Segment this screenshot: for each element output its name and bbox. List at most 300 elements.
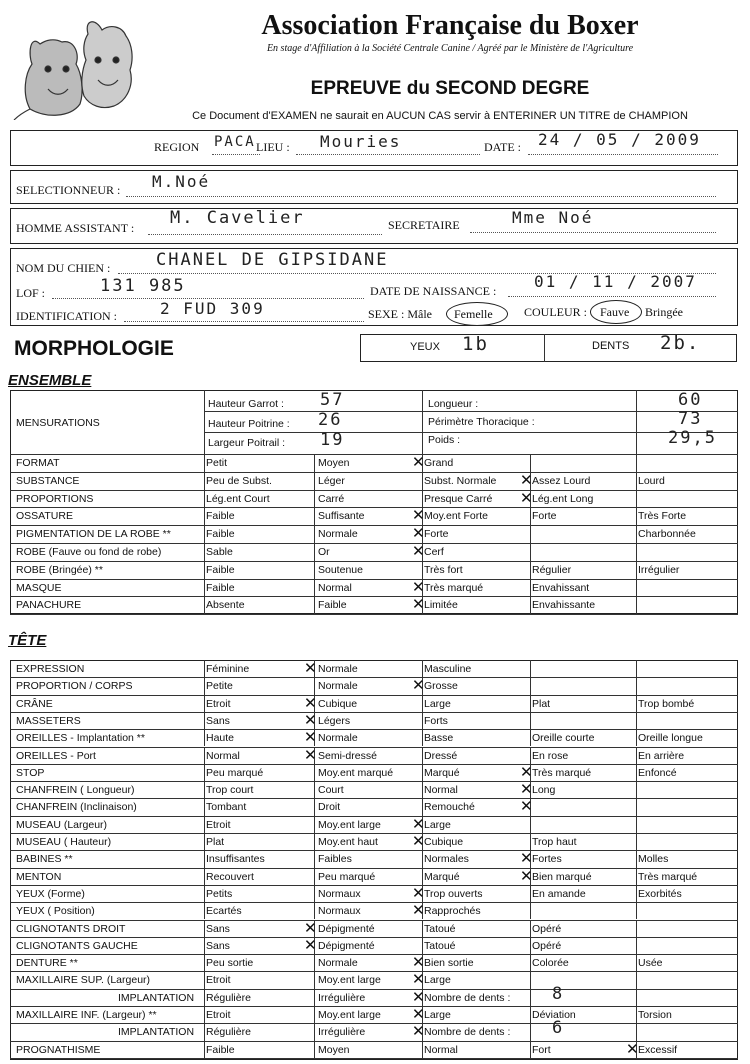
region-value[interactable]: PACA [214, 134, 256, 150]
tete-choice[interactable]: Déviation [532, 1009, 576, 1021]
tete-row-label: MENTON [16, 870, 62, 883]
exam-notice: Ce Document d'EXAMEN ne saurait en AUCUN CAS servir à ENTERINER UN TITRE de CHAMPION [192, 110, 688, 122]
ensemble-checkmark-icon: ✕ [520, 488, 533, 507]
hauteur-garrot-value[interactable]: 57 [320, 390, 345, 410]
tete-choice[interactable]: Enfoncé [638, 766, 677, 779]
ensemble-choice[interactable]: Cerf [424, 546, 444, 558]
date-value[interactable]: 24 / 05 / 2009 [538, 130, 701, 149]
tete-col-divider [422, 695, 423, 712]
tete-choice[interactable]: Plat [532, 697, 551, 710]
tete-checkmark-icon: ✕ [412, 1005, 425, 1023]
tete-choice[interactable]: Nombre de dents : [424, 991, 511, 1004]
ensemble-col-divider [204, 507, 205, 525]
ensemble-choice[interactable]: Suffisante [318, 510, 365, 523]
naissance-value[interactable]: 01 / 11 / 2007 [534, 272, 697, 291]
ensemble-col-divider [530, 543, 531, 561]
tete-checkmark-icon: ✕ [304, 935, 317, 954]
dents-sup-value[interactable]: 8 [552, 984, 565, 1004]
tete-row-label: CLIGNOTANTS DROIT [16, 922, 126, 935]
lof-label: LOF : [16, 286, 46, 300]
tete-choice[interactable]: Tombant [206, 801, 247, 814]
tete-choice[interactable]: Faibles [318, 853, 352, 866]
tete-choice[interactable]: Tatoué [424, 922, 456, 935]
tete-choice[interactable]: Nombre de dents : [424, 1026, 511, 1039]
tete-checkmark-icon: ✕ [412, 953, 425, 972]
tete-col-divider [636, 833, 637, 850]
tete-choice[interactable]: Opéré [532, 922, 562, 935]
tete-row-divider [10, 833, 738, 834]
tete-choice[interactable]: Haute [206, 732, 235, 745]
tete-row-label: IMPLANTATION [118, 1026, 195, 1039]
ensemble-col-divider [636, 507, 637, 525]
tete-choice[interactable]: Masculine [424, 663, 472, 675]
tete-checkmark-icon: ✕ [412, 832, 425, 850]
ensemble-col-divider [204, 543, 205, 561]
tete-choice[interactable]: En amande [532, 887, 586, 900]
tete-choice[interactable]: Normale [318, 732, 358, 745]
tete-col-divider [314, 833, 315, 850]
secretaire-value[interactable]: Mme Noé [512, 208, 594, 227]
ensemble-checkmark-icon: ✕ [520, 470, 533, 489]
tete-choice[interactable]: Grosse [424, 680, 458, 693]
ensemble-choice[interactable]: Très Forte [638, 510, 687, 523]
tete-choice[interactable]: Exorbités [638, 887, 682, 900]
homme-value[interactable]: M. Cavelier [170, 208, 305, 228]
tete-col-divider [530, 677, 531, 694]
tete-col-divider [314, 1006, 315, 1023]
tete-col-divider [636, 971, 637, 988]
tete-choice[interactable]: Sans [206, 922, 230, 935]
tete-col-divider [204, 989, 205, 1006]
tete-choice[interactable]: Large [424, 697, 451, 710]
ident-value[interactable]: 2 FUD 309 [160, 299, 265, 318]
tete-col-divider [636, 695, 637, 712]
tete-col-divider [636, 747, 637, 764]
tete-col-divider [422, 712, 423, 729]
longueur-label: Longueur : [428, 398, 479, 410]
lieu-label: LIEU : [256, 140, 290, 154]
ensemble-col-divider [530, 507, 531, 525]
tete-choice[interactable]: Faible [206, 1043, 235, 1056]
tete-row-label: OREILLES - Port [16, 749, 96, 762]
ensemble-choice[interactable]: Subst. Normale [424, 474, 497, 487]
ensemble-choice[interactable]: Normal [318, 581, 352, 594]
tete-col-divider [314, 868, 315, 885]
tete-choice[interactable]: Normal [424, 1043, 458, 1056]
ensemble-choice[interactable]: Grand [424, 457, 454, 469]
ensemble-checkmark-icon: ✕ [412, 577, 425, 596]
tete-choice[interactable]: Torsion [638, 1009, 672, 1021]
sexe-label: SEXE : Mâle [368, 307, 432, 321]
tete-row-label: PROPORTION / CORPS [16, 680, 133, 693]
tete-choice[interactable]: En rose [532, 749, 569, 762]
tete-choice[interactable]: Sans [206, 714, 230, 727]
tete-choice[interactable]: Plat [206, 836, 225, 848]
ensemble-choice[interactable]: Lourd [638, 474, 665, 487]
tete-col-divider [636, 954, 637, 971]
tete-col-divider [314, 764, 315, 781]
tete-col-divider [636, 868, 637, 885]
ensemble-row-label: MASQUE [16, 581, 62, 594]
tete-col-divider [314, 971, 315, 988]
tete-col-divider [204, 954, 205, 971]
tete-choice[interactable]: Peu sortie [206, 957, 254, 970]
tete-col-divider [314, 816, 315, 833]
ensemble-row-label: PROPORTIONS [16, 492, 94, 505]
mensurations-label: MENSURATIONS [16, 417, 100, 429]
ensemble-row-label: SUBSTANCE [16, 474, 80, 487]
tete-choice[interactable]: Fortes [532, 853, 562, 866]
tete-choice[interactable]: En arrière [638, 749, 685, 762]
ident-label: IDENTIFICATION : [16, 309, 117, 323]
ensemble-choice[interactable]: Sable [206, 546, 233, 558]
ensemble-row-divider [10, 490, 738, 491]
lof-value[interactable]: 131 985 [100, 276, 186, 296]
tete-row-divider [10, 695, 738, 696]
ensemble-choice[interactable]: Faible [206, 528, 235, 541]
ensemble-col-divider [530, 561, 531, 579]
tete-choice[interactable]: Marqué [424, 766, 460, 779]
tete-choice[interactable]: Bien sortie [424, 957, 474, 970]
ensemble-choice[interactable]: Très marqué [424, 581, 484, 594]
couleur-bringee: Bringée [645, 305, 683, 319]
tete-checkmark-icon: ✕ [412, 814, 425, 833]
tete-choice[interactable]: Bien marqué [532, 870, 592, 883]
tete-col-divider [314, 1023, 315, 1040]
tete-col-divider [314, 1041, 315, 1058]
tete-col-divider [204, 833, 205, 850]
yeux-value[interactable]: 1b [462, 333, 489, 355]
tete-choice[interactable]: Forts [424, 714, 448, 727]
tete-choice[interactable]: Recouvert [206, 870, 254, 883]
ensemble-col-divider [636, 579, 637, 597]
tete-checkmark-icon: ✕ [520, 780, 533, 799]
ensemble-checkmark-icon: ✕ [412, 506, 425, 525]
tete-col-divider [530, 816, 531, 833]
tete-col-divider [314, 781, 315, 798]
tete-col-divider [422, 747, 423, 764]
sexe-femelle[interactable]: Femelle [454, 307, 493, 321]
ensemble-row-divider [10, 525, 738, 526]
selectionneur-value[interactable]: M.Noé [152, 172, 211, 191]
tete-choice[interactable]: Dressé [424, 749, 458, 762]
tete-choice[interactable]: Normal [424, 784, 458, 797]
tete-choice[interactable]: Droit [318, 801, 341, 814]
ensemble-col-divider [422, 490, 423, 508]
tete-choice[interactable]: Semi-dressé [318, 749, 377, 762]
tete-checkmark-icon: ✕ [304, 745, 317, 764]
tete-choice[interactable]: Féminine [206, 663, 250, 675]
tete-col-divider [204, 850, 205, 867]
tete-choice[interactable]: Normale [318, 663, 358, 675]
tete-checkmark-icon: ✕ [412, 901, 425, 920]
tete-row-label: EXPRESSION [16, 663, 85, 675]
association-subtitle: En stage d'Affiliation à la Société Centrale Canine / Agréé par le Ministère de l'Agriculture [266, 43, 634, 54]
tete-choice[interactable]: Dépigmenté [318, 922, 375, 935]
tete-row-divider [10, 868, 738, 869]
tete-col-divider [530, 833, 531, 850]
ensemble-choice[interactable]: Limitée [424, 599, 458, 612]
ensemble-choice[interactable]: Très fort [424, 563, 463, 576]
ensemble-choice[interactable]: Régulier [532, 563, 572, 576]
tete-col-divider [204, 1023, 205, 1040]
tete-choice[interactable]: Rapprochés [424, 905, 481, 918]
tete-choice[interactable]: Normales [424, 853, 469, 866]
ensemble-col-divider [636, 490, 637, 508]
dents-value[interactable]: 2b. [660, 332, 701, 354]
dents-inf-value[interactable]: 6 [552, 1018, 565, 1038]
tete-col-divider [204, 798, 205, 815]
tete-col-divider [530, 660, 531, 677]
tete-choice[interactable]: Cubique [424, 836, 464, 848]
tete-row-label: CHANFREIN ( Longueur) [16, 784, 135, 797]
poids-value[interactable]: 29,5 [668, 428, 717, 448]
tete-choice[interactable]: Etroit [206, 697, 231, 710]
tete-choice[interactable]: Long [532, 784, 556, 797]
tete-choice[interactable]: Très marqué [638, 870, 698, 883]
ensemble-choice[interactable]: Lég.ent Court [206, 492, 270, 505]
ensemble-choice[interactable]: Lég.ent Long [532, 492, 594, 505]
ensemble-choice[interactable]: Normale [318, 528, 358, 541]
tete-row-label: STOP [16, 766, 45, 779]
ensemble-choice[interactable]: Irrégulier [638, 563, 680, 576]
tete-col-divider [204, 712, 205, 729]
tete-col-divider [636, 902, 637, 919]
ensemble-choice[interactable]: Faible [318, 599, 347, 612]
ensemble-choice[interactable]: Charbonnée [638, 528, 696, 541]
ensemble-choice[interactable]: Carré [318, 492, 345, 505]
tete-choice[interactable]: Petits [206, 887, 233, 900]
tete-choice[interactable]: Trop bombé [638, 697, 695, 710]
ensemble-row-label: ROBE (Bringée) ** [16, 563, 103, 576]
secretaire-label: SECRETAIRE [388, 218, 460, 232]
tete-row-divider [10, 989, 738, 990]
tete-row-label: YEUX (Forme) [16, 887, 85, 900]
tete-choice[interactable]: Opéré [532, 939, 562, 952]
tete-col-divider [636, 920, 637, 937]
ensemble-col-divider [314, 579, 315, 597]
ensemble-choice[interactable]: Faible [206, 510, 235, 523]
tete-col-divider [636, 677, 637, 694]
tete-col-divider [422, 1041, 423, 1058]
tete-row-label: MAXILLAIRE SUP. (Largeur) [16, 974, 151, 987]
tete-checkmark-icon: ✕ [304, 710, 317, 729]
tete-choice[interactable]: Peu marqué [206, 766, 264, 779]
ensemble-choice[interactable]: Moyen [318, 457, 350, 469]
date-label: DATE : [484, 140, 521, 154]
tete-choice[interactable]: Moyen [318, 1043, 350, 1056]
ensemble-col-divider [314, 507, 315, 525]
tete-choice[interactable]: Moy.ent large [318, 1009, 381, 1021]
nom-value[interactable]: CHANEL DE GIPSIDANE [156, 250, 389, 270]
tete-choice[interactable]: Moy.ent large [318, 818, 381, 831]
tete-choice[interactable]: Trop ouverts [424, 887, 483, 900]
ensemble-choice[interactable]: Petit [206, 457, 228, 469]
tete-checkmark-icon: ✕ [412, 987, 425, 1006]
tete-choice[interactable]: Tatoué [424, 939, 456, 952]
tete-col-divider [636, 937, 637, 954]
ensemble-choice[interactable]: Forte [424, 528, 449, 541]
tete-col-divider [314, 989, 315, 1006]
largeur-poitrail-label: Largeur Poitrail : [208, 437, 286, 449]
ensemble-choice[interactable]: Moy.ent Forte [424, 510, 488, 523]
tete-choice[interactable]: Etroit [206, 818, 231, 831]
tete-choice[interactable]: Trop court [206, 784, 254, 797]
tete-col-divider [204, 729, 205, 746]
tete-col-divider [422, 781, 423, 798]
tete-choice[interactable]: Excessif [638, 1043, 678, 1056]
hauteur-poitrine-value[interactable]: 26 [318, 410, 343, 430]
tete-row-divider [10, 816, 738, 817]
tete-col-divider [636, 885, 637, 902]
tete-choice[interactable]: Colorée [532, 957, 569, 970]
tete-choice[interactable]: Normal [206, 749, 240, 762]
largeur-poitrail-value[interactable]: 19 [320, 430, 345, 450]
tete-row-divider [10, 747, 738, 748]
tete-choice[interactable]: Remouché [424, 801, 475, 814]
tete-col-divider [636, 781, 637, 798]
ensemble-choice[interactable]: Forte [532, 510, 557, 523]
tete-choice[interactable]: Petite [206, 680, 233, 693]
longueur-value[interactable]: 60 [678, 390, 703, 410]
tete-choice[interactable]: Légers [318, 714, 351, 727]
ensemble-choice[interactable]: Soutenue [318, 563, 363, 576]
ensemble-col-divider [636, 561, 637, 579]
ensemble-choice[interactable]: Assez Lourd [532, 474, 591, 487]
association-title: Association Française du Boxer [261, 10, 639, 41]
tete-choice[interactable]: Oreille courte [532, 732, 595, 745]
tete-choice[interactable]: Court [318, 784, 344, 797]
tete-row-divider [10, 764, 738, 765]
ensemble-checkmark-icon: ✕ [412, 542, 425, 560]
tete-col-divider [636, 1023, 637, 1040]
tete-choice[interactable]: Sans [206, 939, 230, 952]
tete-row-label: MASSETERS [16, 714, 81, 727]
tete-choice[interactable]: Cubique [318, 697, 358, 710]
tete-col-divider [530, 954, 531, 971]
tete-checkmark-icon: ✕ [626, 1039, 639, 1058]
ensemble-col-divider [314, 561, 315, 579]
tete-col-divider [636, 660, 637, 677]
tete-choice[interactable]: Trop haut [532, 836, 577, 848]
tete-col-divider [204, 902, 205, 919]
tete-col-divider [530, 712, 531, 729]
ensemble-col-divider [530, 454, 531, 472]
ensemble-choice[interactable]: Léger [318, 474, 345, 487]
tete-choice[interactable]: Usée [638, 957, 663, 970]
tete-choice[interactable]: Moy.ent haut [318, 836, 378, 848]
tete-choice[interactable]: Irrégulière [318, 1026, 366, 1039]
tete-choice[interactable]: Normale [318, 957, 358, 970]
tete-choice[interactable]: Normaux [318, 887, 361, 900]
tete-row-label: OREILLES - Implantation ** [16, 732, 145, 745]
naissance-label: DATE DE NAISSANCE : [370, 284, 497, 298]
tete-choice[interactable]: Etroit [206, 1009, 231, 1021]
tete-choice[interactable]: Oreille longue [638, 732, 703, 745]
ensemble-choice[interactable]: Or [318, 546, 330, 558]
tete-choice[interactable]: Peu marqué [318, 870, 376, 883]
ensemble-col-divider [422, 561, 423, 579]
tete-choice[interactable]: Ecartés [206, 905, 242, 918]
ensemble-choice[interactable]: Absente [206, 599, 245, 612]
ensemble-choice[interactable]: Envahissante [532, 599, 596, 612]
tete-checkmark-icon: ✕ [304, 693, 317, 712]
tete-col-divider [530, 695, 531, 712]
tete-choice[interactable]: Régulière [206, 991, 251, 1004]
tete-checkmark-icon: ✕ [520, 762, 533, 781]
lieu-value[interactable]: Mouries [320, 132, 402, 151]
perimetre-value[interactable]: 73 [678, 409, 703, 429]
tete-choice[interactable]: Fort [532, 1043, 551, 1056]
tete-choice[interactable]: Large [424, 818, 451, 831]
tete-col-divider [636, 816, 637, 833]
tete-choice[interactable]: Très marqué [532, 766, 592, 779]
tete-col-divider [314, 850, 315, 867]
ensemble-row-label: OSSATURE [16, 510, 73, 523]
tete-choice[interactable]: Irrégulière [318, 991, 366, 1004]
ensemble-row-divider [10, 507, 738, 508]
ensemble-row-divider [10, 614, 738, 615]
tete-checkmark-icon: ✕ [304, 659, 317, 677]
tete-col-divider [314, 677, 315, 694]
tete-choice[interactable]: Normaux [318, 905, 361, 918]
tete-choice[interactable]: Basse [424, 732, 454, 745]
yeux-label: YEUX [410, 341, 440, 353]
tete-choice[interactable]: Large [424, 974, 451, 987]
tete-col-divider [204, 695, 205, 712]
tete-choice[interactable]: Moy.ent marqué [318, 766, 394, 779]
ensemble-choice[interactable]: Presque Carré [424, 492, 493, 505]
tete-choice[interactable]: Marqué [424, 870, 460, 883]
tete-row-divider [10, 937, 738, 938]
tete-col-divider [530, 1006, 531, 1023]
ensemble-choice[interactable]: Faible [206, 581, 235, 594]
tete-choice[interactable]: Normale [318, 680, 358, 693]
tete-choice[interactable]: Dépigmenté [318, 939, 375, 952]
tete-choice[interactable]: Insuffisantes [206, 853, 265, 866]
tete-col-divider [530, 989, 531, 1006]
tete-col-divider [530, 1041, 531, 1058]
ensemble-col-divider [204, 596, 205, 614]
ensemble-row-label: ROBE (Fauve ou fond de robe) [16, 546, 162, 558]
ensemble-choice[interactable]: Peu de Subst. [206, 474, 272, 487]
ensemble-row-label: PANACHURE [16, 599, 82, 612]
tete-col-divider [422, 937, 423, 954]
tete-checkmark-icon: ✕ [412, 883, 425, 902]
tete-choice[interactable]: Régulière [206, 1026, 251, 1039]
tete-choice[interactable]: Molles [638, 853, 669, 866]
ensemble-col-divider [204, 525, 205, 543]
tete-choice[interactable]: Moy.ent large [318, 974, 381, 987]
perimetre-label: Périmètre Thoracique : [428, 416, 535, 428]
tete-col-divider [204, 868, 205, 885]
ensemble-col-divider [314, 490, 315, 508]
tete-col-divider [422, 850, 423, 867]
tete-row-label: MAXILLAIRE INF. (Largeur) ** [16, 1009, 157, 1021]
tete-col-divider [530, 971, 531, 988]
tete-choice[interactable]: Large [424, 1009, 451, 1021]
ensemble-row-label: PIGMENTATION DE LA ROBE ** [16, 528, 171, 541]
ensemble-choice[interactable]: Envahissant [532, 581, 590, 594]
ensemble-choice[interactable]: Faible [206, 563, 235, 576]
couleur-fauve[interactable]: Fauve [600, 305, 630, 319]
tete-checkmark-icon: ✕ [520, 849, 533, 868]
tete-col-divider [204, 1041, 205, 1058]
tete-row-divider [10, 712, 738, 713]
tete-choice[interactable]: Etroit [206, 974, 231, 987]
ensemble-col-divider [314, 472, 315, 490]
tete-col-divider [204, 747, 205, 764]
